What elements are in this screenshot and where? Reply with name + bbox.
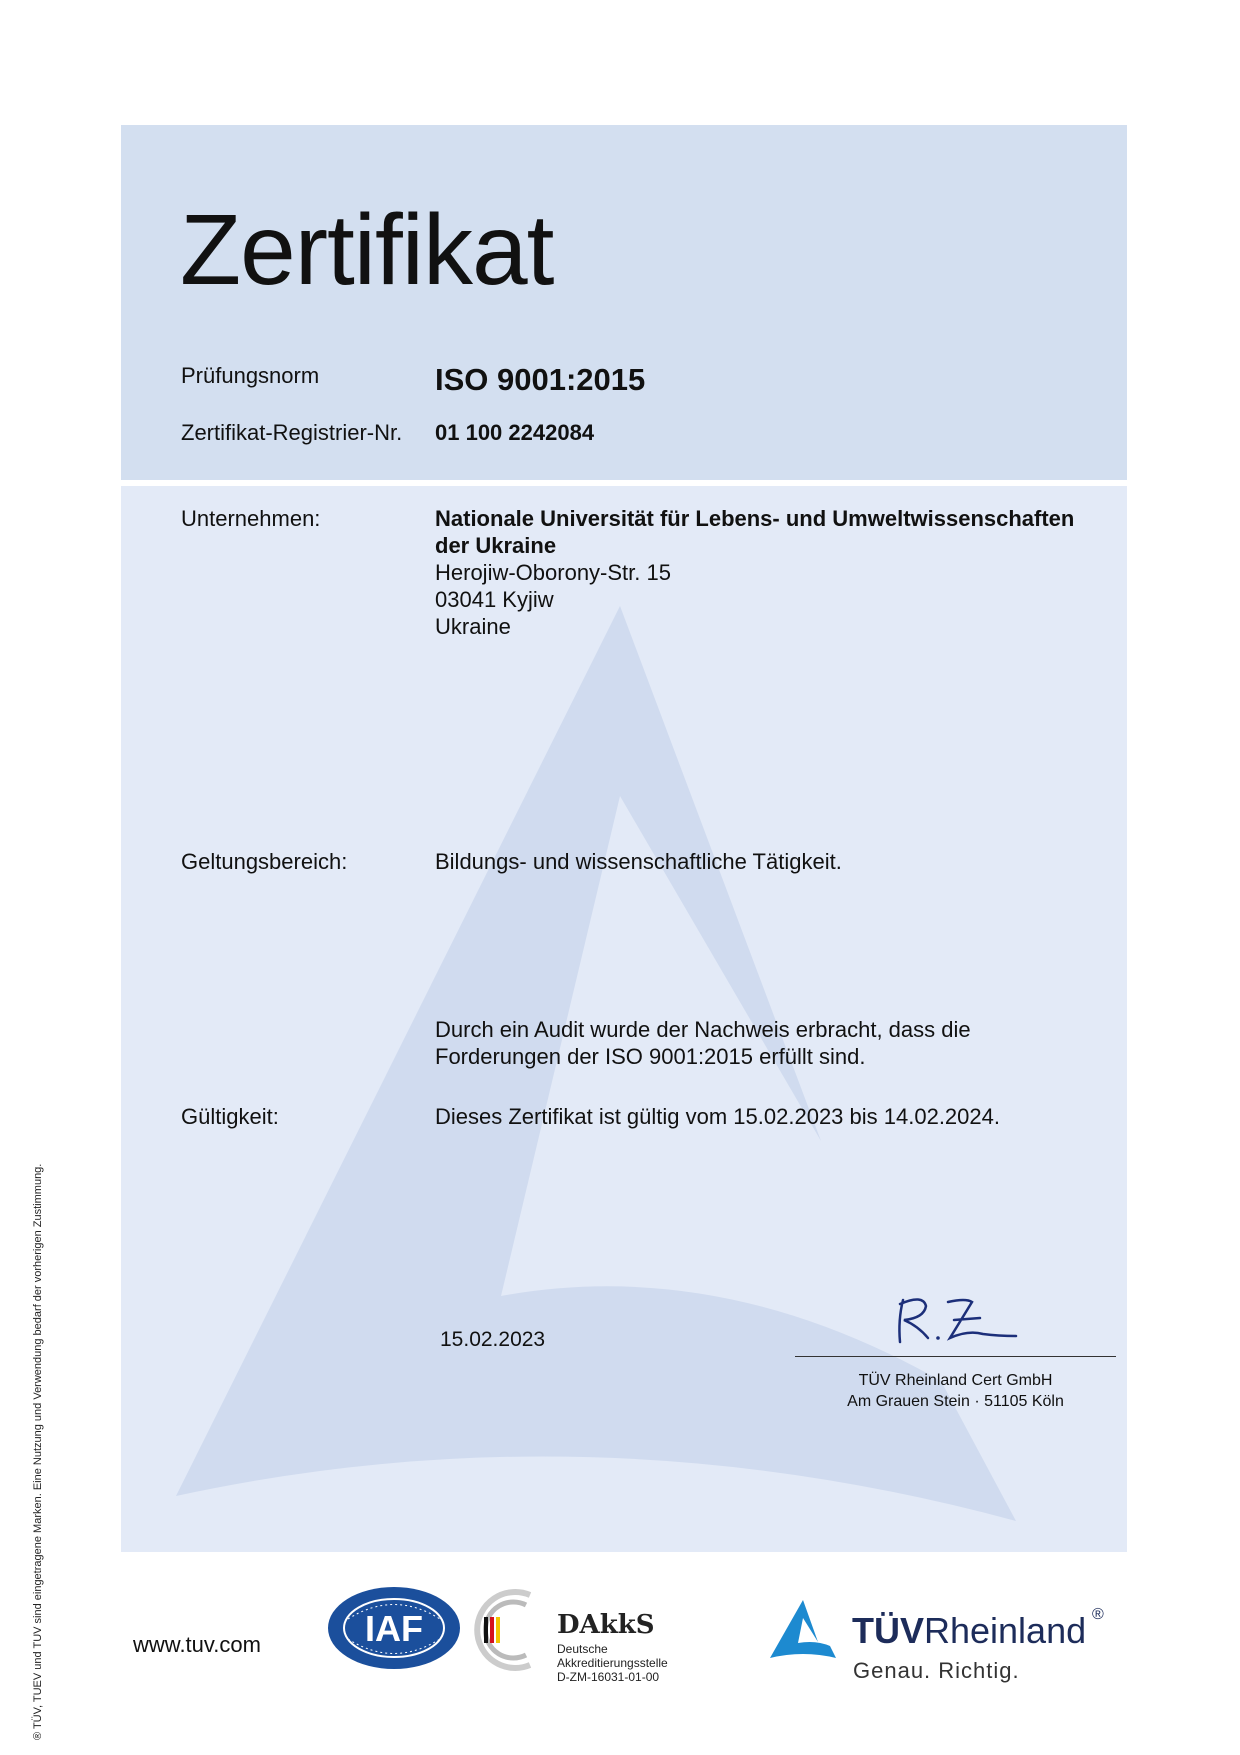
registration-label: Zertifikat-Registrier-Nr. <box>181 420 403 445</box>
issuer-block <box>795 1370 1116 1412</box>
validity-value: Dieses Zertifikat ist gültig vom 15.02.2023 bis 14.02.2024. <box>435 1104 1000 1129</box>
website-link[interactable]: www.tuv.com <box>133 1632 261 1657</box>
trademark-note: ® TÜV, TUEV und TUV sind eingetragene Marken. Eine Nutzung und Verwendung bedarf der vorherigen Zustimmung. <box>32 1163 44 1740</box>
registration-value: 01 100 2242084 <box>435 420 595 445</box>
tuv-brand-regular: Rheinland <box>924 1610 1087 1651</box>
company-block <box>435 505 1074 640</box>
tuv-brand <box>852 1610 1086 1652</box>
dakks-logo-mark <box>474 1585 554 1675</box>
company-name-line2: der Ukraine <box>435 533 557 558</box>
tuv-triangle-logo <box>768 1598 838 1660</box>
iaf-logo <box>326 1585 462 1671</box>
scope-label: Geltungsbereich: <box>181 849 348 874</box>
signature-line <box>795 1356 1116 1357</box>
iaf-text: IAF <box>365 1608 423 1649</box>
dakks-name: DAkkS <box>557 1610 655 1640</box>
tuv-brand-bold: TÜV <box>852 1610 924 1651</box>
issuer-address: Am Grauen Stein · 51105 Köln <box>847 1393 1064 1410</box>
audit-line2: Forderungen der ISO 9001:2015 erfüllt sind. <box>435 1044 866 1069</box>
address-city: 03041 Kyjiw <box>435 587 554 612</box>
dakks-subtext <box>557 1642 668 1684</box>
tuv-slogan: Genau. Richtig. <box>853 1658 1020 1683</box>
signature <box>888 1290 1028 1350</box>
dakks-line2: Akkreditierungsstelle <box>557 1656 668 1670</box>
issuer-name: TÜV Rheinland Cert GmbH <box>858 1372 1053 1389</box>
audit-line1: Durch ein Audit wurde der Nachweis erbracht, dass die <box>435 1017 971 1042</box>
address-country: Ukraine <box>435 614 511 639</box>
issue-date: 15.02.2023 <box>440 1328 546 1351</box>
dakks-line3: D-ZM-16031-01-00 <box>557 1670 660 1684</box>
dakks-line1: Deutsche <box>557 1642 608 1656</box>
standard-label: Prüfungsnorm <box>181 363 320 388</box>
standard-value: ISO 9001:2015 <box>435 362 646 397</box>
tuv-registered-mark: ® <box>1092 1606 1104 1623</box>
audit-statement <box>435 1016 971 1070</box>
certificate-title: Zertifikat <box>180 194 554 306</box>
address-street: Herojiw-Oborony-Str. 15 <box>435 560 671 585</box>
company-label: Unternehmen: <box>181 506 321 531</box>
company-name-line1: Nationale Universität für Lebens- und Umweltwissenschaften <box>435 506 1075 531</box>
scope-value: Bildungs- und wissenschaftliche Tätigkeit. <box>435 849 842 874</box>
validity-label: Gültigkeit: <box>181 1104 279 1129</box>
